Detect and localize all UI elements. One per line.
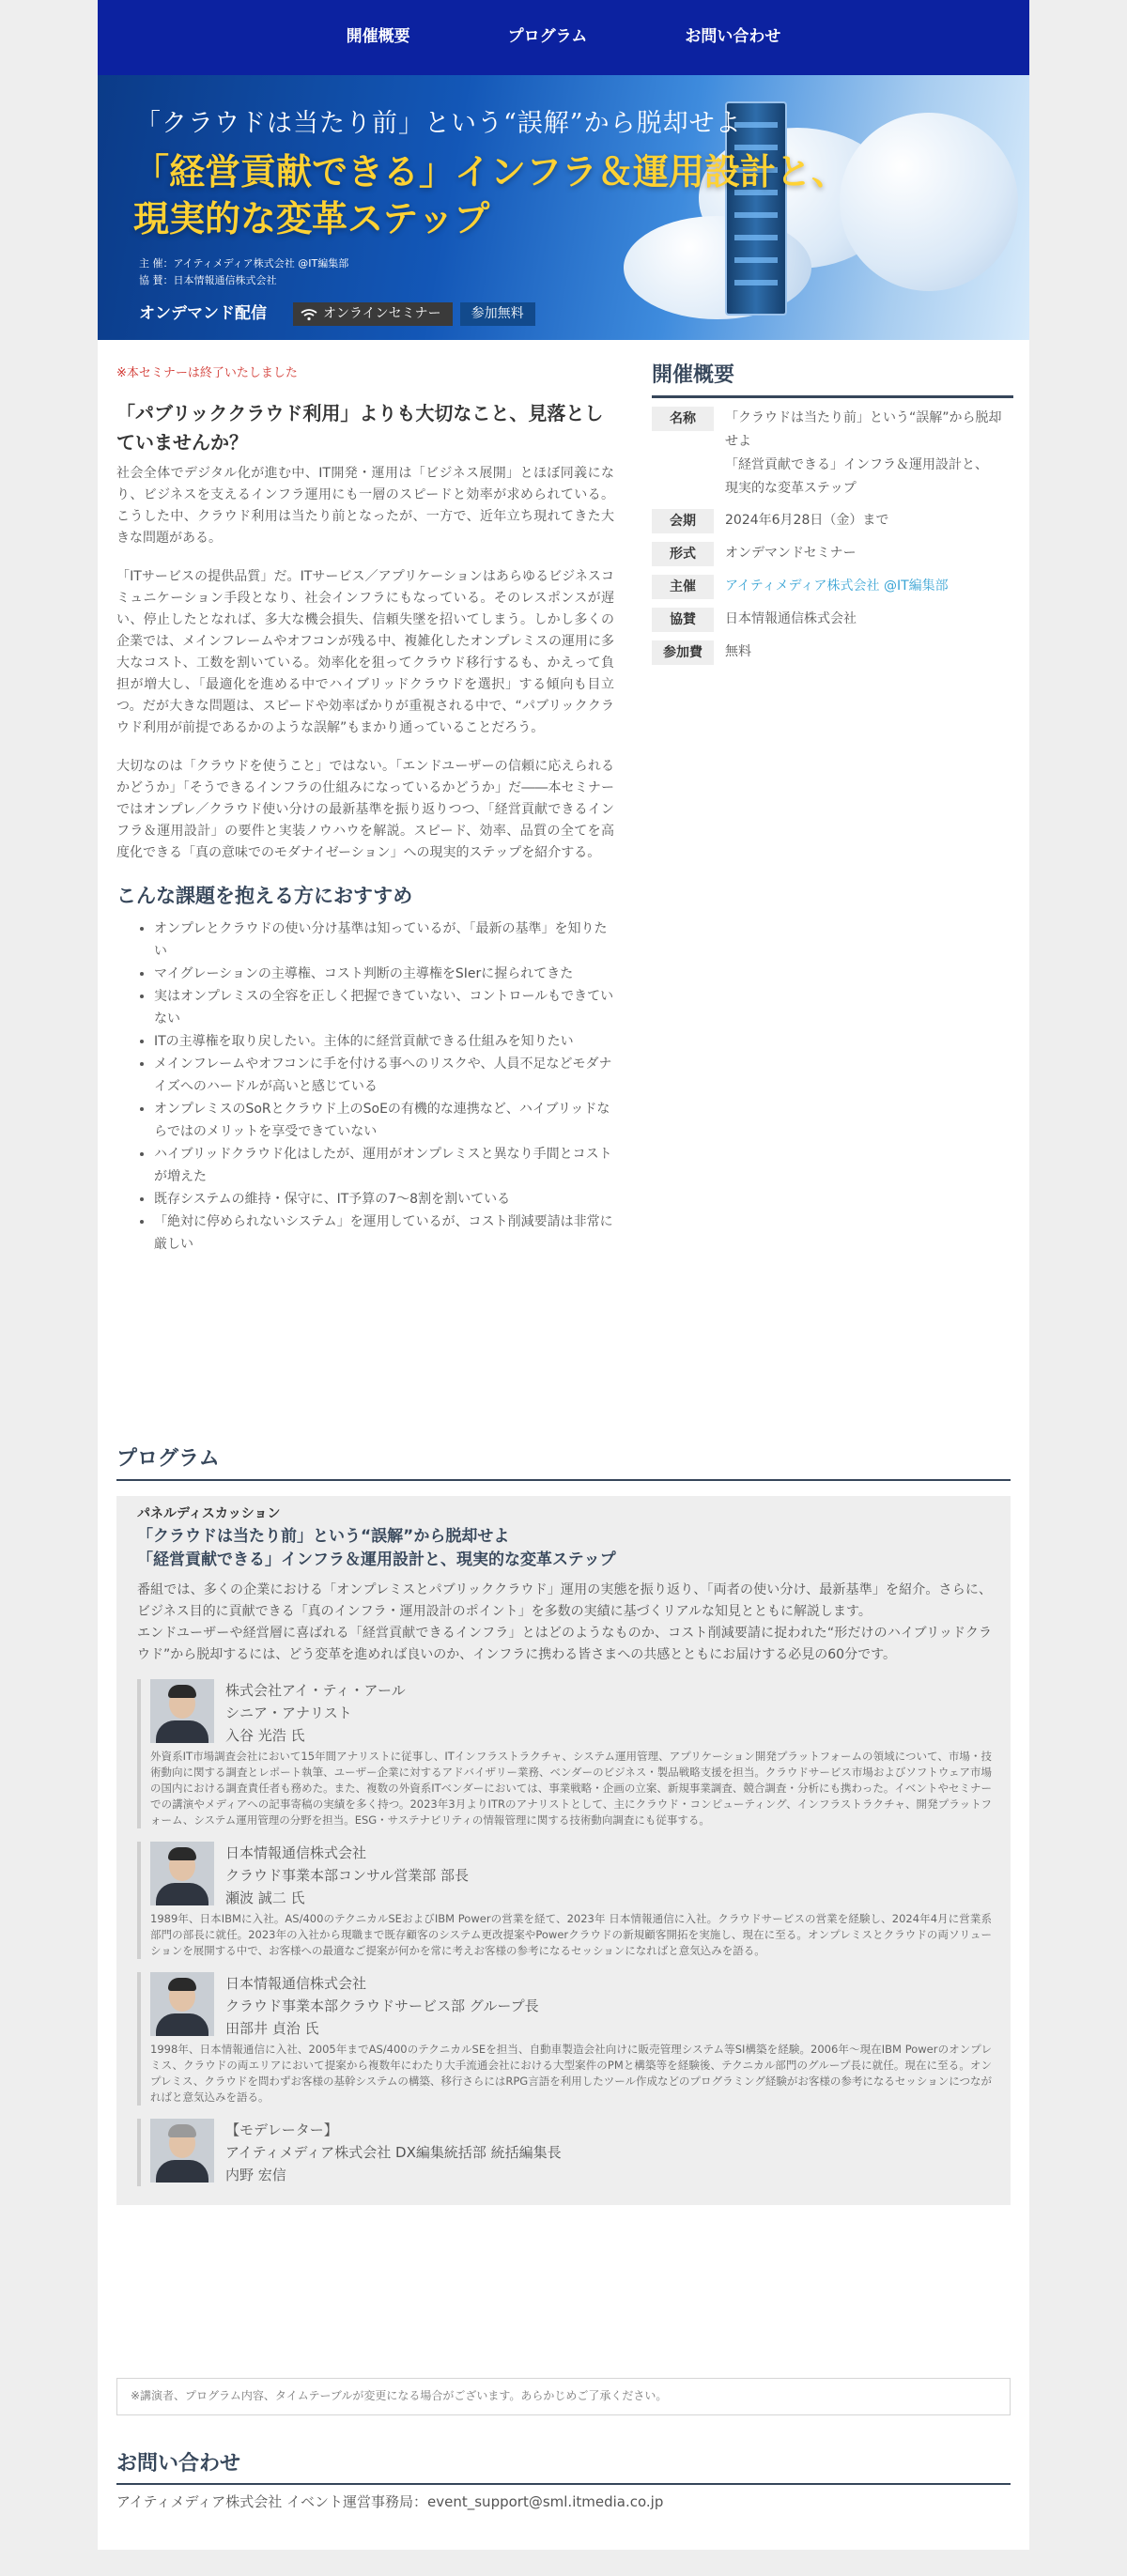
- program-kicker: パネルディスカッション: [137, 1506, 281, 1522]
- speaker-bio: 1989年、日本IBMに入社。AS/400のテクニカルSEおよびIBM Powerの営業を経て、2023年 日本情報通信に入社。クラウドサービスの営業を経験し、2024年4月に営業系部門の部長に就任。2023年の入社から現職まで既存顧客のシステム更改提案やPowerクラウドの新規顧客開拓を実施し、現在に至る。オンプレミスとクラウドの両ソリューションを展開する中で、お客様への最適なご提案が何かを常に考えお客様の参考になるセッションになればと意気込みを語る。: [150, 1911, 992, 1957]
- summary-label: 形式: [652, 542, 714, 566]
- program-title-line1: 「クラウドは当たり前」という“誤解”から脱却せよ: [137, 1526, 510, 1546]
- summary-row-fee: [652, 640, 1013, 665]
- speaker-org: 株式会社アイ・ティ・アール: [225, 1681, 406, 1699]
- list-item: • ハイブリッドクラウド化はしたが、運用がオンプレミスと異なり手間とコストが増えた: [154, 1143, 614, 1188]
- summary-value: [714, 575, 949, 599]
- summary-row-format: [652, 542, 1013, 566]
- moderator-card: [137, 2119, 992, 2186]
- nav-program[interactable]: プログラム: [507, 27, 588, 47]
- speaker-photo: [150, 1679, 214, 1743]
- program-desc-paragraph: エンドユーザーや経営層に喜ばれる「経営貢献できるインフラ」とはどのようなものか、コスト削減要請に捉われた“形だけのハイブリッドクラウド”から脱却するには、どう変革を進めれば良いのか、インフラに携わる皆さまへの共感とともにお届けする必見の60分です。: [137, 1625, 992, 1662]
- moderator-name: 内野 宏信: [225, 2166, 286, 2183]
- hero-title: [133, 148, 847, 242]
- program-desc-paragraph: 番組では、多くの企業における「オンプレミスとパブリッククラウド」運用の実態を振り返り、「両者の使い分け、最新基準」を紹介。さらに、ビジネス目的に貢献できる「真のインフラ・運用設計のポイント」を多数の実績に基づくリアルな知見とともに解説します。: [137, 1581, 992, 1619]
- cloud-illustration-back: [840, 113, 1018, 291]
- program-section: [116, 1442, 1011, 2205]
- summary-value-line: 「クラウドは当たり前」という“誤解”から脱却せよ: [725, 410, 1002, 450]
- nav-contact[interactable]: お問い合わせ: [685, 27, 781, 47]
- summary-row-sponsor: [652, 608, 1013, 632]
- summary-label: 主催: [652, 575, 714, 599]
- list-item: • オンプレとクラウドの使い分け基準は知っているが、「最新の基準」を知りたい: [154, 918, 614, 963]
- summary-label: 会期: [652, 509, 714, 533]
- issues-heading: こんな課題を抱える方におすすめ: [116, 884, 413, 907]
- contact-section: [116, 2447, 1011, 2513]
- wifi-icon: [301, 308, 317, 321]
- program-heading: プログラム: [116, 1442, 1011, 1481]
- hero-title-line1: 「経営貢献できる」インフラ＆運用設計と、: [133, 151, 848, 193]
- online-badge-label: オンラインセミナー: [323, 306, 441, 322]
- event-summary: [652, 359, 1013, 665]
- hero-organizer: 主 催：アイティメディア株式会社 @IT編集部: [139, 257, 349, 270]
- ended-notice: ※本セミナーは終了いたしました: [116, 366, 298, 380]
- summary-value: 日本情報通信株式会社: [725, 611, 857, 627]
- lead-title: 「パブリッククラウド利用」よりも大切なこと、見落としていませんか？: [116, 401, 604, 454]
- program-box: [116, 1496, 1011, 2204]
- intro-paragraph: 大切なのは「クラウドを使うこと」ではない。「エンドユーザーの信頼に応えられるかどうか」「そうできるインフラの仕組みになっているかどうか」だ――本セミナーではオンプレ／クラウド使い分けの最新基準を振り返りつつ、「経営貢献できるインフラ＆運用設計」の要件と実装ノウハウを解説。スピード、効率、品質の全てを高度化できる「真の意味でのモダナイゼーション」への現実的ステップを紹介する。: [116, 758, 614, 860]
- moderator-photo: [150, 2119, 214, 2183]
- change-notice: ※講演者、プログラム内容、タイムテーブルが変更になる場合がございます。あらかじめご了承ください。: [116, 2378, 1011, 2415]
- online-badge: [293, 302, 453, 325]
- summary-label: 参加費: [652, 640, 714, 665]
- summary-label: 協賛: [652, 608, 714, 632]
- summary-row-period: [652, 509, 1013, 533]
- hero-lead: 「クラウドは当たり前」という“誤解”から脱却せよ: [135, 109, 742, 138]
- moderator-role: 【モデレーター】: [225, 2121, 338, 2138]
- list-item: • 実はオンプレミスの全容を正しく把握できていない、コントロールもできていない: [154, 985, 614, 1030]
- summary-value-line: 現実的な変革ステップ: [725, 481, 857, 497]
- speaker-card: [137, 1972, 992, 2106]
- organizer-link[interactable]: アイティメディア株式会社 @IT編集部: [725, 578, 949, 594]
- contact-heading: お問い合わせ: [116, 2447, 1011, 2485]
- list-item: • オンプレミスのSoRとクラウド上のSoEの有機的な連携など、ハイブリッドならではのメリットを享受できていない: [154, 1098, 614, 1143]
- hero-sponsor: 協 賛：日本情報通信株式会社: [139, 274, 277, 286]
- speaker-org: 日本情報通信株式会社: [225, 1974, 367, 1992]
- summary-value: [714, 407, 1013, 501]
- list-item: • 既存システムの維持・保守に、IT予算の7～8割を割いている: [154, 1188, 614, 1211]
- program-title-line2: 「経営貢献できる」インフラ＆運用設計と、現実的な変革ステップ: [137, 1550, 616, 1569]
- speaker-photo: [150, 1972, 214, 2036]
- summary-row-name: [652, 407, 1013, 501]
- page: [98, 0, 1029, 2550]
- list-item: • 「絶対に停められないシステム」を運用しているが、コスト削減要請は非常に厳しい: [154, 1211, 614, 1256]
- contact-text: アイティメディア株式会社 イベント運営事務局：event_support@sml.itmedia.co.jp: [116, 2493, 664, 2511]
- speaker-org: 日本情報通信株式会社: [225, 1843, 367, 1861]
- free-badge: 参加無料: [460, 302, 535, 325]
- speaker-card: [137, 1842, 992, 1959]
- hero-organizers: [139, 255, 348, 289]
- list-item: • メインフレームやオフコンに手を付ける事へのリスクや、人員不足などモダナイズへのハードルが高いと感じている: [154, 1053, 614, 1098]
- top-nav: [98, 0, 1029, 75]
- hero-badges: [139, 301, 535, 327]
- speaker-title: シニア・アナリスト: [225, 1704, 352, 1721]
- speaker-bio: 1998年、日本情報通信に入社、2005年までAS/400のテクニカルSEを担当、自動車製造会社向けに販売管理システム等SI構築を経験。2006年～現在IBM Powerのオンプレミス、クラウドの両エリアにおいて提案から複数年にわたり大手流通会社における大型案件のPMと構築等を経験後、テクニカル部門のグループ長に就任。現在に至る。オンプレミス、クラウドを問わずお客様の基幹システムの構築、移行さらにはRPG言語を利用したツール作成などのプログラミング経験がお客様の参考になるセッションにつながればと意気込みを語る。: [150, 2042, 992, 2104]
- nav-overview[interactable]: 開催概要: [346, 27, 410, 47]
- summary-value: オンデマンドセミナー: [725, 546, 857, 562]
- moderator-title: アイティメディア株式会社 DX編集統括部 統括編集長: [225, 2143, 562, 2161]
- speaker-name: 瀬波 誠二 氏: [225, 1889, 305, 1906]
- list-item: • マイグレーションの主導権、コスト判断の主導権をSIerに握られてきた: [154, 963, 614, 985]
- hero-title-line2: 現実的な変革ステップ: [133, 198, 490, 239]
- speaker-name: 入谷 光浩 氏: [225, 1726, 305, 1744]
- program-title: [137, 1525, 992, 1572]
- speaker-title: クラウド事業本部クラウドサービス部 グループ長: [225, 1997, 539, 2014]
- summary-heading: 開催概要: [652, 359, 1013, 398]
- list-item: • ITの主導権を取り戻したい。主体的に経営貢献できる仕組みを知りたい: [154, 1030, 614, 1053]
- intro-paragraph: 「ITサービスの提供品質」だ。ITサービス／アプリケーションはあらゆるビジネスコミュニケーション手段となり、社会インフラにもなっている。そのレスポンスが遅い、停止したとなれば、多大な機会損失、信頼失墜を招いてしまう。しかし多くの企業では、メインフレームやオフコンが残る中、複雑化したオンプレミスの運用に多大なコスト、工数を割いている。効率化を狙ってクラウド移行するも、かえって負担が増大し、「最適化を進める中でハイブリッドクラウドを選択」する傾向も目立つ。だが大きな問題は、スピードや効率ばかりが重視される中で、“パブリッククラウド利用が前提であるかのような誤解”もまかり通っていることだろう。: [116, 568, 614, 735]
- summary-value: 2024年6月28日（金）まで: [725, 513, 889, 529]
- speaker-title: クラウド事業本部コンサル営業部 部長: [225, 1866, 470, 1884]
- hero-banner: [98, 75, 1029, 340]
- program-description: [137, 1580, 992, 1666]
- summary-label: 名称: [652, 407, 714, 431]
- main-content: [116, 364, 614, 1256]
- intro-paragraph: 社会全体でデジタル化が進む中、IT開発・運用は「ビジネス展開」とほぼ同義になり、ビジネスを支えるインフラ運用にも一層のスピードと効率が求められている。こうした中、クラウド利用は当たり前となったが、一方で、近年立ち現れてきた大きな問題がある。: [116, 465, 614, 546]
- delivery-label: オンデマンド配信: [139, 304, 267, 323]
- speaker-photo: [150, 1842, 214, 1905]
- issues-list: [116, 918, 614, 1256]
- speaker-name: 田部井 貞治 氏: [225, 2019, 319, 2037]
- summary-row-organizer: [652, 575, 1013, 599]
- speaker-bio: 外資系IT市場調査会社において15年間アナリストに従事し、ITインフラストラクチャ、システム運用管理、アプリケーション開発プラットフォームの領域について、市場・技術動向に関する調査とレポート執筆、ユーザー企業に対するアドバイザリー業務、ベンダーのビジネス・製品戦略支援を担当。クラウドサービス市場およびソフトウェア市場の国内における調査責任者も務めた。また、複数の外資系ITベンダーにおいては、事業戦略・企画の立案、新規事業調査、競合調査・分析にも携わった。イベントやセミナーでの講演やメディアへの記事寄稿の実績を多く持つ。2023年3月よりITRのアナリストとして、主にクラウド・コンピューティング、インフラストラクチャ、開発プラットフォーム、システム運用管理の分野を担当。ESG・サステナビリティの情報管理に関する技術動向調査にも従事する。: [150, 1749, 992, 1827]
- summary-value: 無料: [725, 644, 751, 660]
- summary-value-line: 「経営貢献できる」インフラ＆運用設計と、: [725, 457, 988, 473]
- speaker-card: [137, 1679, 992, 1828]
